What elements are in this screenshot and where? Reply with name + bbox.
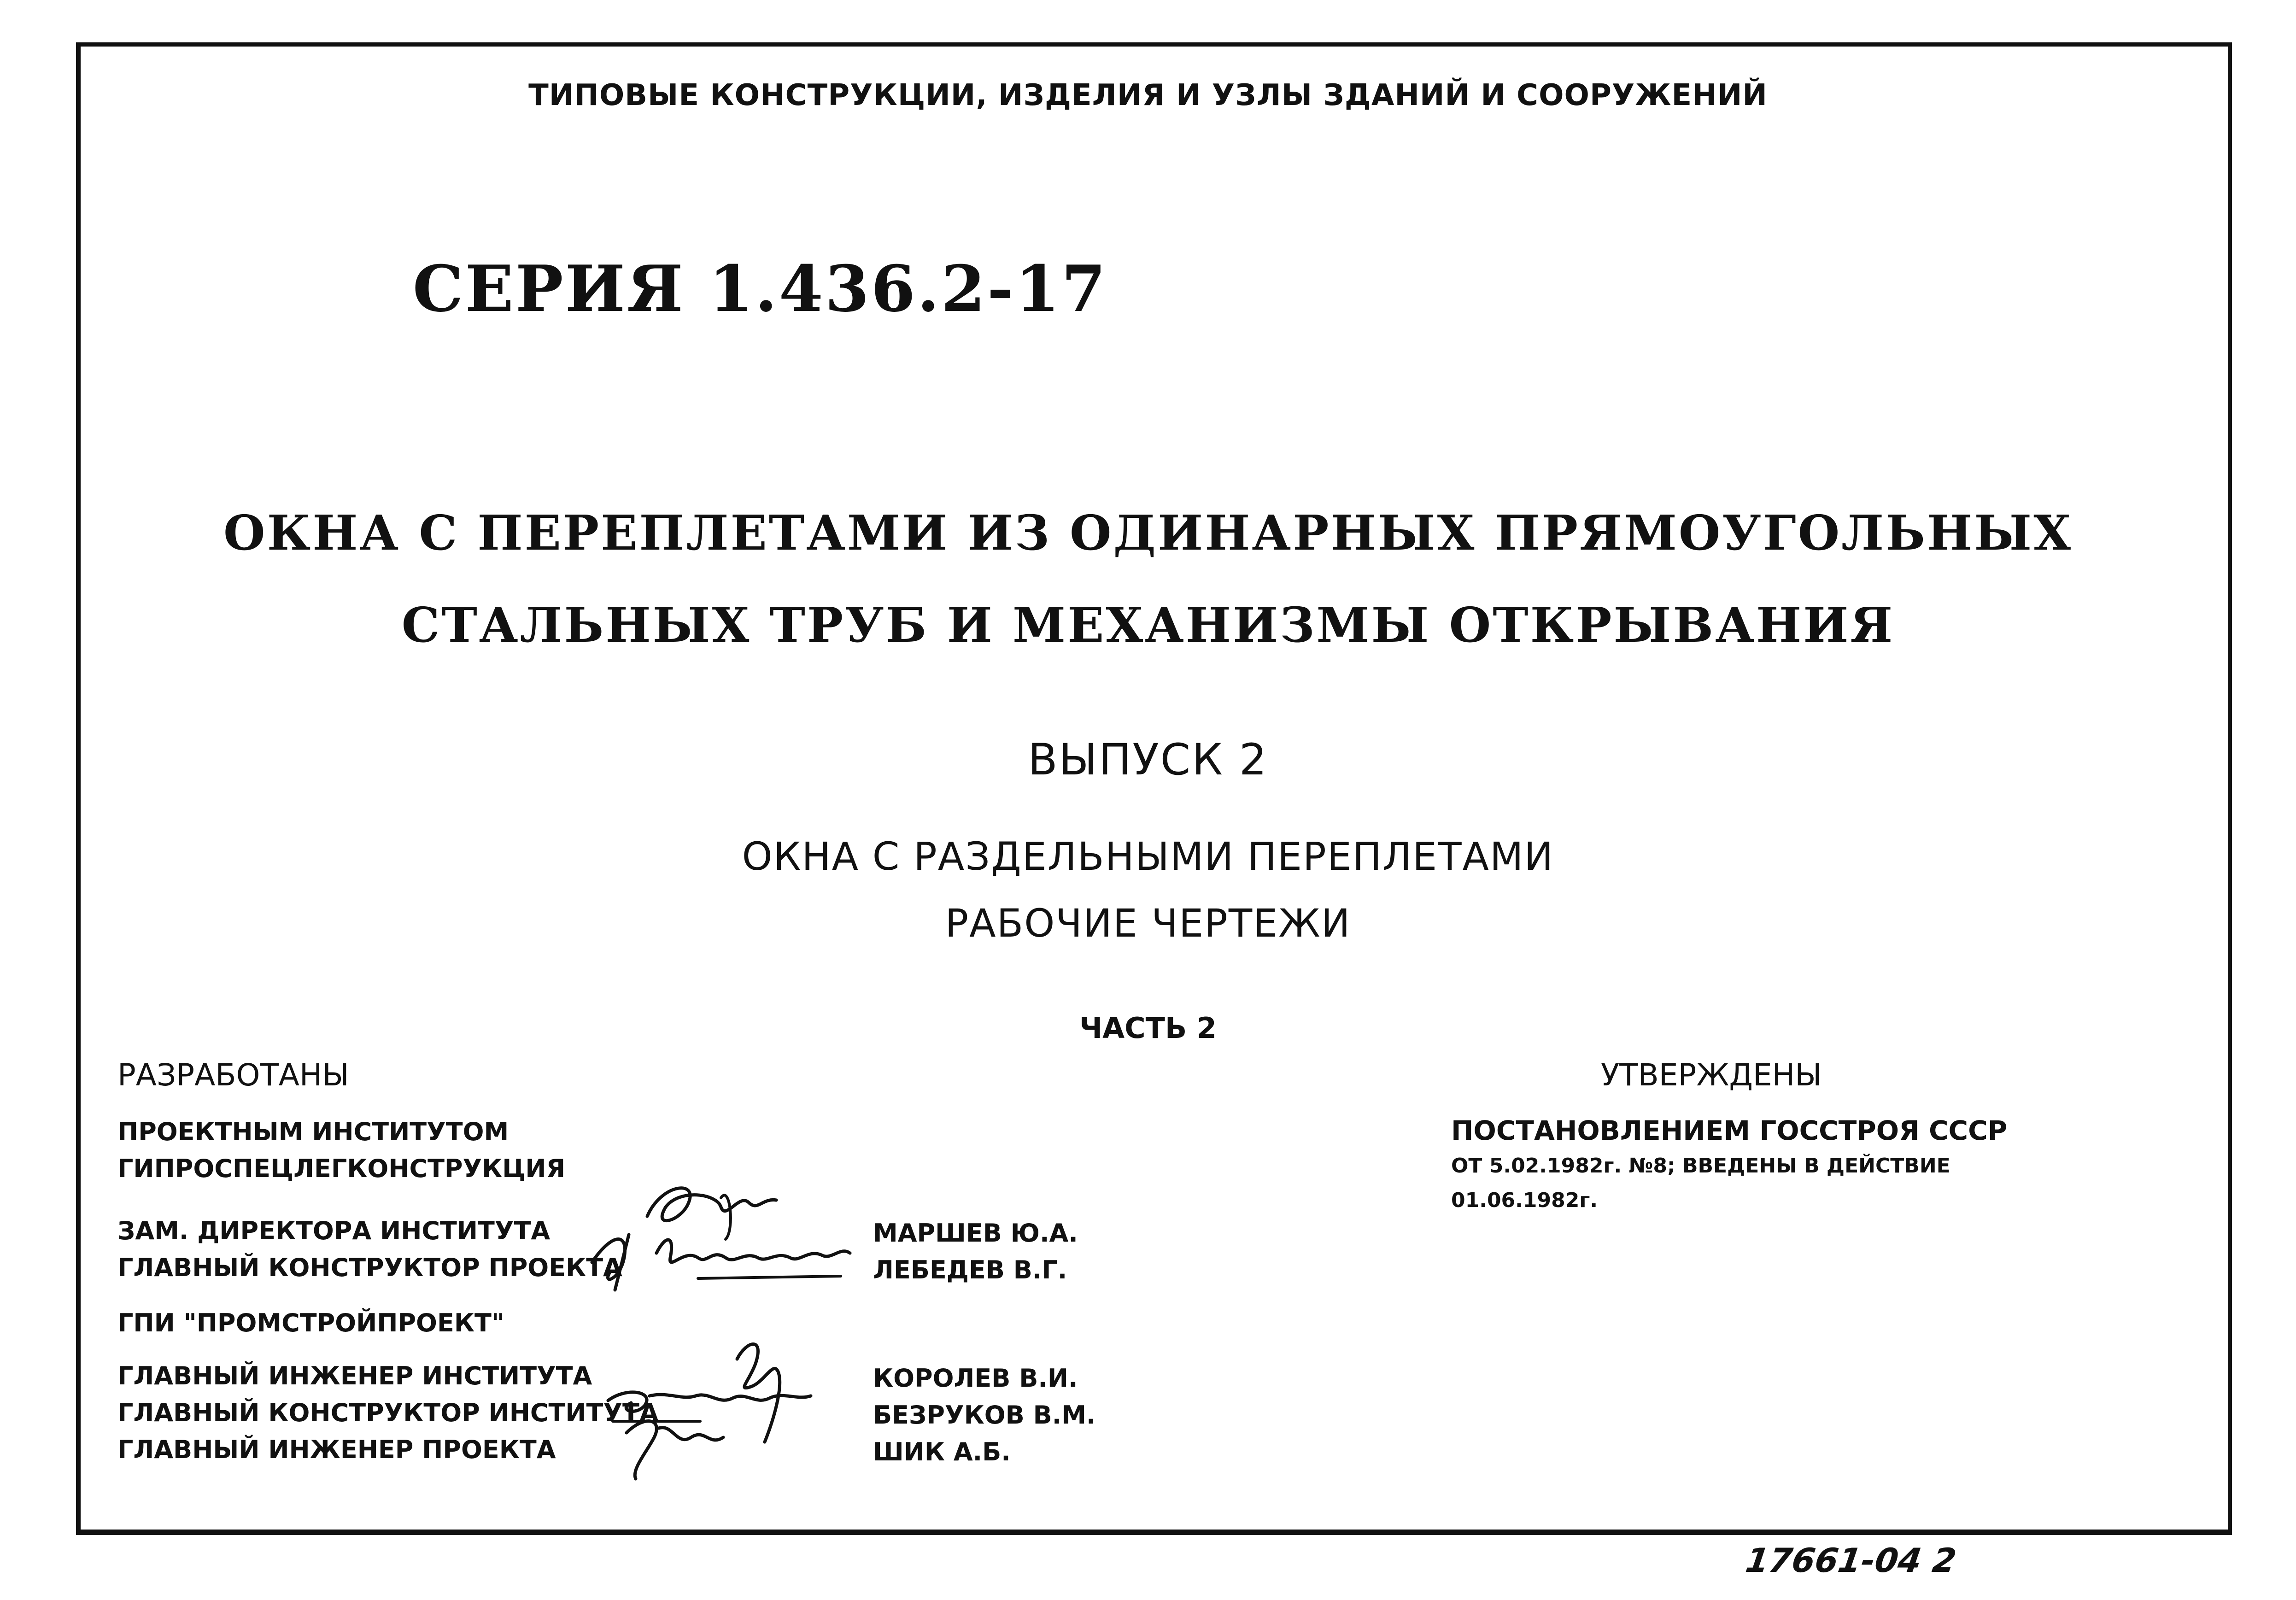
subtitle-line-2: РАБОЧИЕ ЧЕРТЕЖИ <box>945 901 1351 946</box>
document-number: 17661-04 2 <box>1743 1541 1959 1580</box>
subtitle-line-1: ОКНА С РАЗДЕЛЬНЫМИ ПЕРЕПЛЕТАМИ <box>742 834 1554 879</box>
org-promstroyproekt: ГПИ "ПРОМСТРОЙПРОЕКТ" <box>117 1308 504 1337</box>
role-deputy-director: ЗАМ. ДИРЕКТОРА ИНСТИТУТА <box>117 1216 551 1245</box>
main-title-line-1: ОКНА С ПЕРЕПЛЕТАМИ ИЗ ОДИНАРНЫХ ПРЯМОУГОЛЬНЫХ <box>223 504 2073 561</box>
approved-line-2: ОТ 5.02.1982г. №8; ВВЕДЕНЫ В ДЕЙСТВИЕ <box>1451 1154 1950 1178</box>
institute-line-1: ПРОЕКТНЫМ ИНСТИТУТОМ <box>117 1117 509 1146</box>
part-label: ЧАСТЬ 2 <box>1079 1011 1217 1045</box>
name-korolev: КОРОЛЕВ В.И. <box>873 1364 1078 1393</box>
role-chief-designer-project: ГЛАВНЫЙ КОНСТРУКТОР ПРОЕКТА <box>117 1253 622 1282</box>
role-chief-engineer-project: ГЛАВНЫЙ ИНЖЕНЕР ПРОЕКТА <box>117 1435 556 1464</box>
name-shik: ШИК А.Б. <box>873 1437 1011 1466</box>
name-marshev: МАРШЕВ Ю.А. <box>873 1219 1078 1248</box>
name-bezrukov: БЕЗРУКОВ В.М. <box>873 1401 1096 1430</box>
series-title: СЕРИЯ 1.436.2-17 <box>412 251 1108 326</box>
role-chief-engineer-institute: ГЛАВНЫЙ ИНЖЕНЕР ИНСТИТУТА <box>117 1361 592 1390</box>
approved-line-3: 01.06.1982г. <box>1451 1189 1598 1212</box>
signature-marshev-lebedev <box>583 1166 868 1304</box>
name-lebedev: ЛЕБЕДЕВ В.Г. <box>873 1255 1067 1284</box>
approved-heading: УТВЕРЖДЕНЫ <box>1601 1057 1822 1093</box>
signature-korolev-bezrukov-shik <box>599 1331 857 1497</box>
role-chief-designer-institute: ГЛАВНЫЙ КОНСТРУКТОР ИНСТИТУТА <box>117 1398 659 1427</box>
main-title-line-2: СТАЛЬНЫХ ТРУБ И МЕХАНИЗМЫ ОТКРЫВАНИЯ <box>401 597 1895 653</box>
developed-heading: РАЗРАБОТАНЫ <box>117 1057 349 1093</box>
series-header: ТИПОВЫЕ КОНСТРУКЦИИ, ИЗДЕЛИЯ И УЗЛЫ ЗДАНИЙ И СООРУЖЕНИЙ <box>528 78 1768 112</box>
issue-label: ВЫПУСК 2 <box>1028 735 1268 785</box>
institute-line-2: ГИПРОСПЕЦЛЕГКОНСТРУКЦИЯ <box>117 1154 566 1183</box>
approved-line-1: ПОСТАНОВЛЕНИЕМ ГОССТРОЯ СССР <box>1451 1115 2008 1146</box>
